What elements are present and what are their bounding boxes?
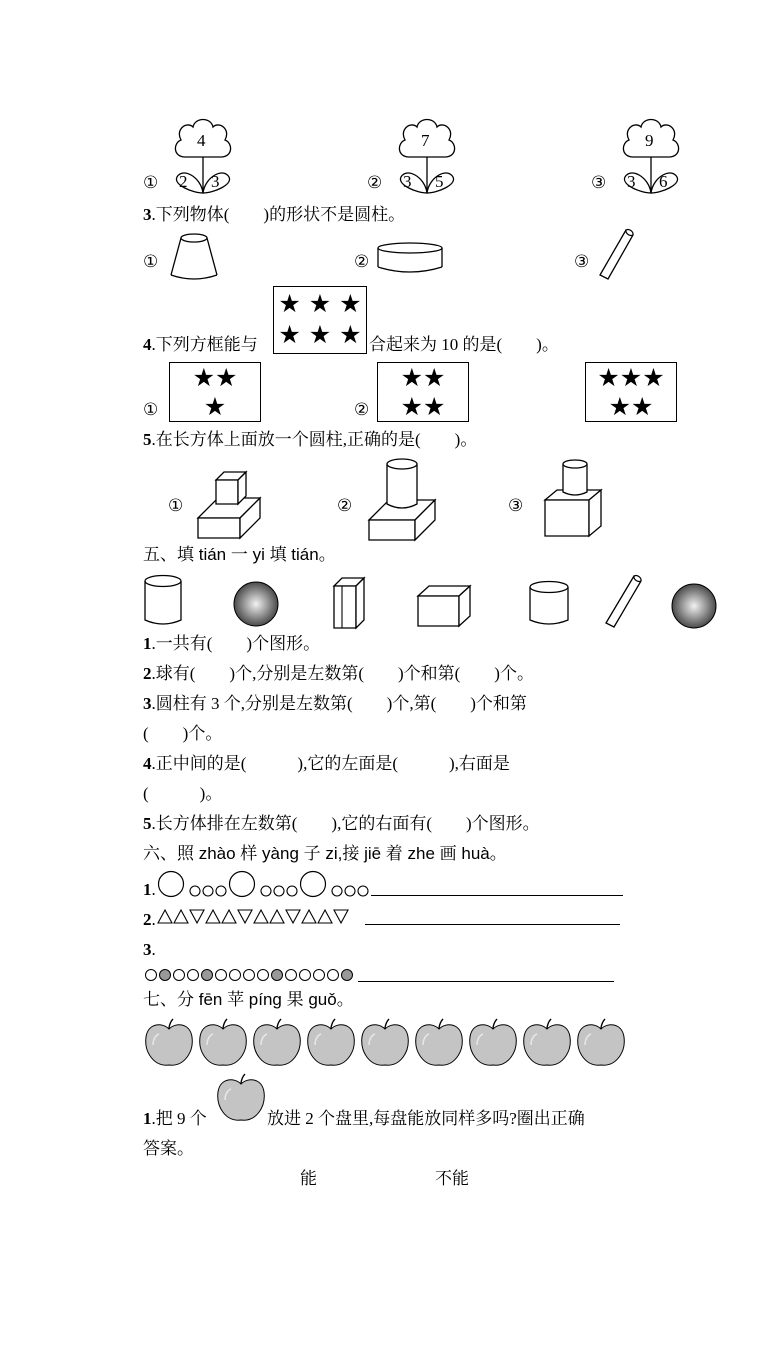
- flat-cylinder-icon: [377, 242, 443, 276]
- item-text: .正中间的是( ),它的左面是( ),右面是: [151, 754, 510, 773]
- circle-pattern: [157, 870, 371, 900]
- cylinder-on-slab-icon: [367, 456, 437, 542]
- triangle-pattern: [157, 906, 365, 926]
- q5-option-1-marker: ①: [168, 496, 184, 515]
- cylinder-icon: [144, 574, 182, 628]
- q4-option-2-star-box: [377, 362, 469, 422]
- section-5-item-2: [143, 664, 534, 684]
- section-5-item-3-cont: ( )个。: [143, 724, 223, 743]
- item-text: .圆柱有 3 个,分别是左数第( )个,第( )个和第: [151, 694, 527, 713]
- answer-no[interactable]: 不能: [435, 1169, 469, 1188]
- apple-row: [143, 1015, 629, 1069]
- apple-icon: [416, 1019, 463, 1065]
- q3-option-3-marker: ③: [574, 252, 590, 271]
- cube-icon: [416, 584, 472, 628]
- q5-question: [143, 430, 477, 450]
- section-5-item-1: [143, 634, 320, 654]
- q2-option-2-right: 5: [435, 172, 444, 191]
- star-row: ★ ★ ★: [278, 320, 362, 349]
- q2-option-2-left: 3: [403, 172, 412, 191]
- apple-icon: [578, 1019, 625, 1065]
- star-row: ★ ★ ★: [278, 289, 362, 318]
- cylinder-on-cube-icon: [543, 456, 605, 538]
- section-7-q1-line2: 答案。: [143, 1139, 194, 1158]
- section-7-q1: [143, 1109, 207, 1129]
- answer-line: [371, 895, 623, 896]
- item-text-before: .把 9 个: [151, 1109, 207, 1128]
- q3-question: [143, 205, 405, 225]
- dot-pattern: [144, 967, 360, 983]
- item-number: 5: [143, 814, 152, 833]
- q4-text-after: 合起来为 10 的是( )。: [369, 335, 559, 354]
- q4-option-3-star-box: [585, 362, 677, 422]
- apple-icon: [146, 1019, 193, 1065]
- cylinder-icon: [529, 580, 569, 628]
- pattern-3-label: [143, 940, 156, 960]
- section-5-item-3: [143, 694, 527, 714]
- q3-option-1-marker: ①: [143, 252, 159, 271]
- star-row: ★★★: [597, 363, 665, 392]
- q2-option-1-marker: ①: [143, 173, 159, 192]
- section-5-title: 五、填 tián 一 yi 填 tián。: [143, 545, 336, 564]
- item-number: 1: [143, 1109, 152, 1128]
- apple-icon: [524, 1019, 571, 1065]
- chalk-icon: [596, 227, 636, 283]
- q4-option-1-star-box: [169, 362, 261, 422]
- apple-icon: [308, 1019, 355, 1065]
- section-7-title: 七、分 fēn 苹 píng 果 guǒ。: [143, 990, 354, 1009]
- q4-number: 4: [143, 335, 152, 354]
- cube-on-slab-icon: [196, 466, 262, 540]
- q2-option-3-marker: ③: [591, 173, 607, 192]
- item-number: 3: [143, 694, 152, 713]
- chalk-icon: [602, 573, 644, 631]
- section-5-item-4-cont: ( )。: [143, 784, 223, 803]
- q2-option-3-right: 6: [659, 172, 668, 191]
- apple-icon: [362, 1019, 409, 1065]
- bucket-icon: [168, 230, 220, 282]
- q5-number: 5: [143, 430, 152, 449]
- cuboid-icon: [332, 576, 366, 630]
- pattern-2-label: [143, 910, 156, 930]
- q2-option-3-top: 9: [645, 131, 654, 150]
- star-row: ★★: [400, 363, 446, 392]
- apple-icon: [254, 1019, 301, 1065]
- ball-icon: [671, 583, 717, 629]
- q3-text: .下列物体( )的形状不是圆柱。: [151, 205, 406, 224]
- q3-option-2-marker: ②: [354, 252, 370, 271]
- item-number: 1: [143, 634, 152, 653]
- flower-icon: [163, 115, 243, 195]
- star-row: ★: [203, 392, 227, 421]
- star-row: ★★: [608, 392, 654, 421]
- pattern-1-label: [143, 880, 156, 900]
- q5-option-2-marker: ②: [337, 496, 353, 515]
- section-5-item-5: [143, 814, 540, 834]
- apple-icon: [470, 1019, 517, 1065]
- q2-option-1-top: 4: [197, 131, 206, 150]
- item-text: .长方体排在左数第( ),它的右面有( )个图形。: [151, 814, 540, 833]
- q4-option-1-marker: ①: [143, 400, 159, 419]
- item-dot: .: [151, 910, 156, 929]
- item-dot: .: [151, 880, 156, 899]
- item-number: 4: [143, 754, 152, 773]
- q3-number: 3: [143, 205, 152, 224]
- item-text: .球有( )个,分别是左数第( )个和第( )个。: [151, 664, 534, 683]
- item-dot: .: [151, 940, 156, 959]
- q4-reference-star-box: [273, 286, 367, 354]
- answer-line: [358, 981, 614, 982]
- ball-icon: [233, 581, 279, 627]
- flower-icon: [387, 115, 467, 195]
- section-5-item-4: [143, 754, 510, 774]
- star-row: ★★: [192, 363, 238, 392]
- flower-icon: [611, 115, 691, 195]
- item-number: 2: [143, 910, 152, 929]
- q5-option-3-marker: ③: [508, 496, 524, 515]
- apple-icon: [200, 1019, 247, 1065]
- item-text: .一共有( )个图形。: [151, 634, 321, 653]
- q2-option-2-marker: ②: [367, 173, 383, 192]
- q5-text: .在长方体上面放一个圆柱,正确的是( )。: [151, 430, 478, 449]
- q2-option-3-left: 3: [627, 172, 636, 191]
- star-row: ★★: [400, 392, 446, 421]
- item-number: 1: [143, 880, 152, 899]
- section-6-title: 六、照 zhào 样 yàng 子 zi,接 jiē 着 zhe 画 huà。: [143, 844, 507, 863]
- answer-line: [365, 924, 620, 925]
- section-7-q1-after: 放进 2 个盘里,每盘能放同样多吗?圈出正确: [267, 1109, 585, 1128]
- q4-option-2-marker: ②: [354, 400, 370, 419]
- item-number: 2: [143, 664, 152, 683]
- q2-option-2-top: 7: [421, 131, 430, 150]
- answer-yes[interactable]: 能: [300, 1169, 317, 1188]
- q4-question: [143, 335, 258, 355]
- q4-text-before: .下列方框能与: [151, 335, 258, 354]
- q2-option-1-left: 2: [179, 172, 188, 191]
- item-number: 3: [143, 940, 152, 959]
- q2-option-1-right: 3: [211, 172, 220, 191]
- apple-icon: [215, 1072, 267, 1124]
